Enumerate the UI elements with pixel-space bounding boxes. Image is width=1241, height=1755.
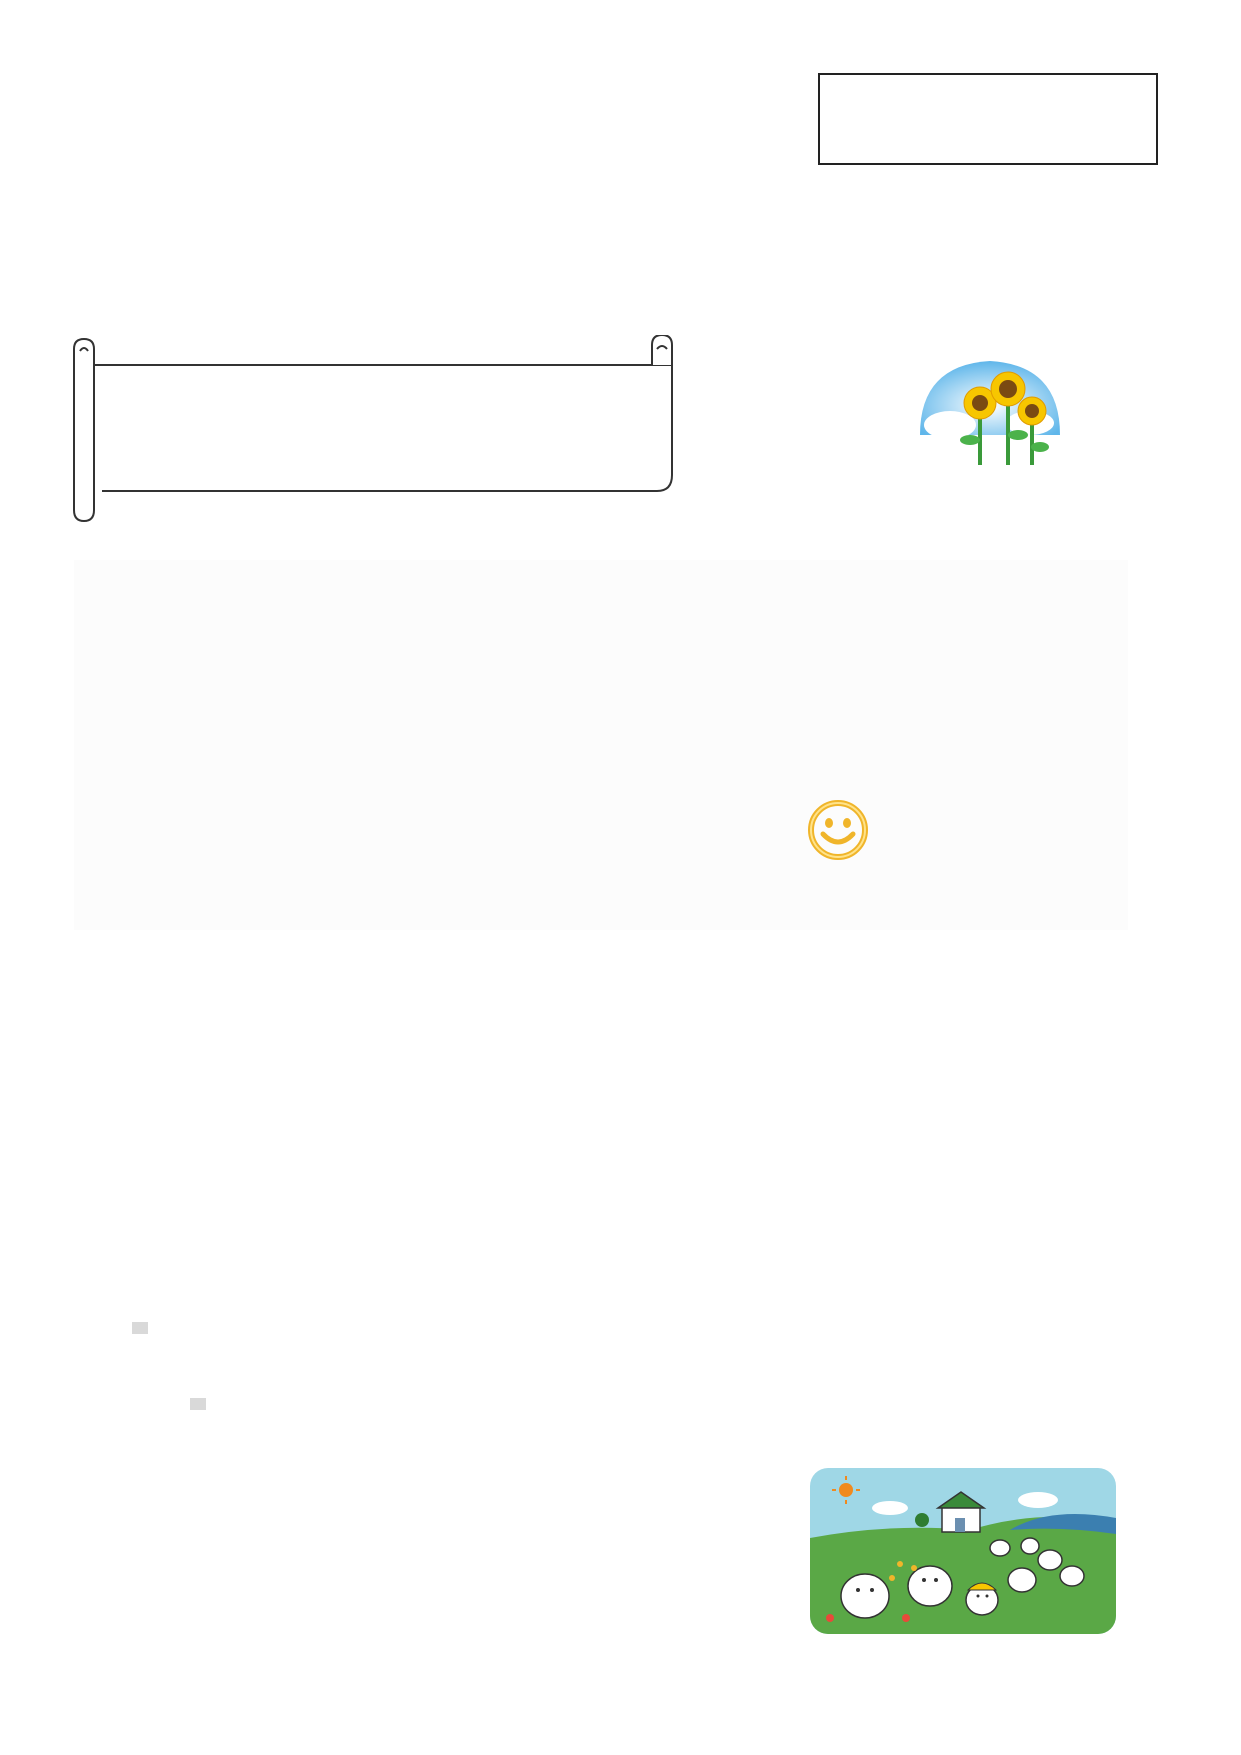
shaved-ice-icon-row [80,210,1080,246]
scroll-banner [72,335,682,525]
smiley-heart-row-bottom [88,878,1128,928]
sunflower-icon [910,355,1070,470]
note-cash-card [190,1398,206,1410]
smiley-heart-row-top [88,570,1128,620]
body-paragraph-3 [114,1183,132,1224]
branch-info-box [818,73,1158,165]
yorizo-illustration [810,1468,1116,1634]
note-smile-navi [132,1322,148,1334]
smiley-icon [806,798,870,862]
